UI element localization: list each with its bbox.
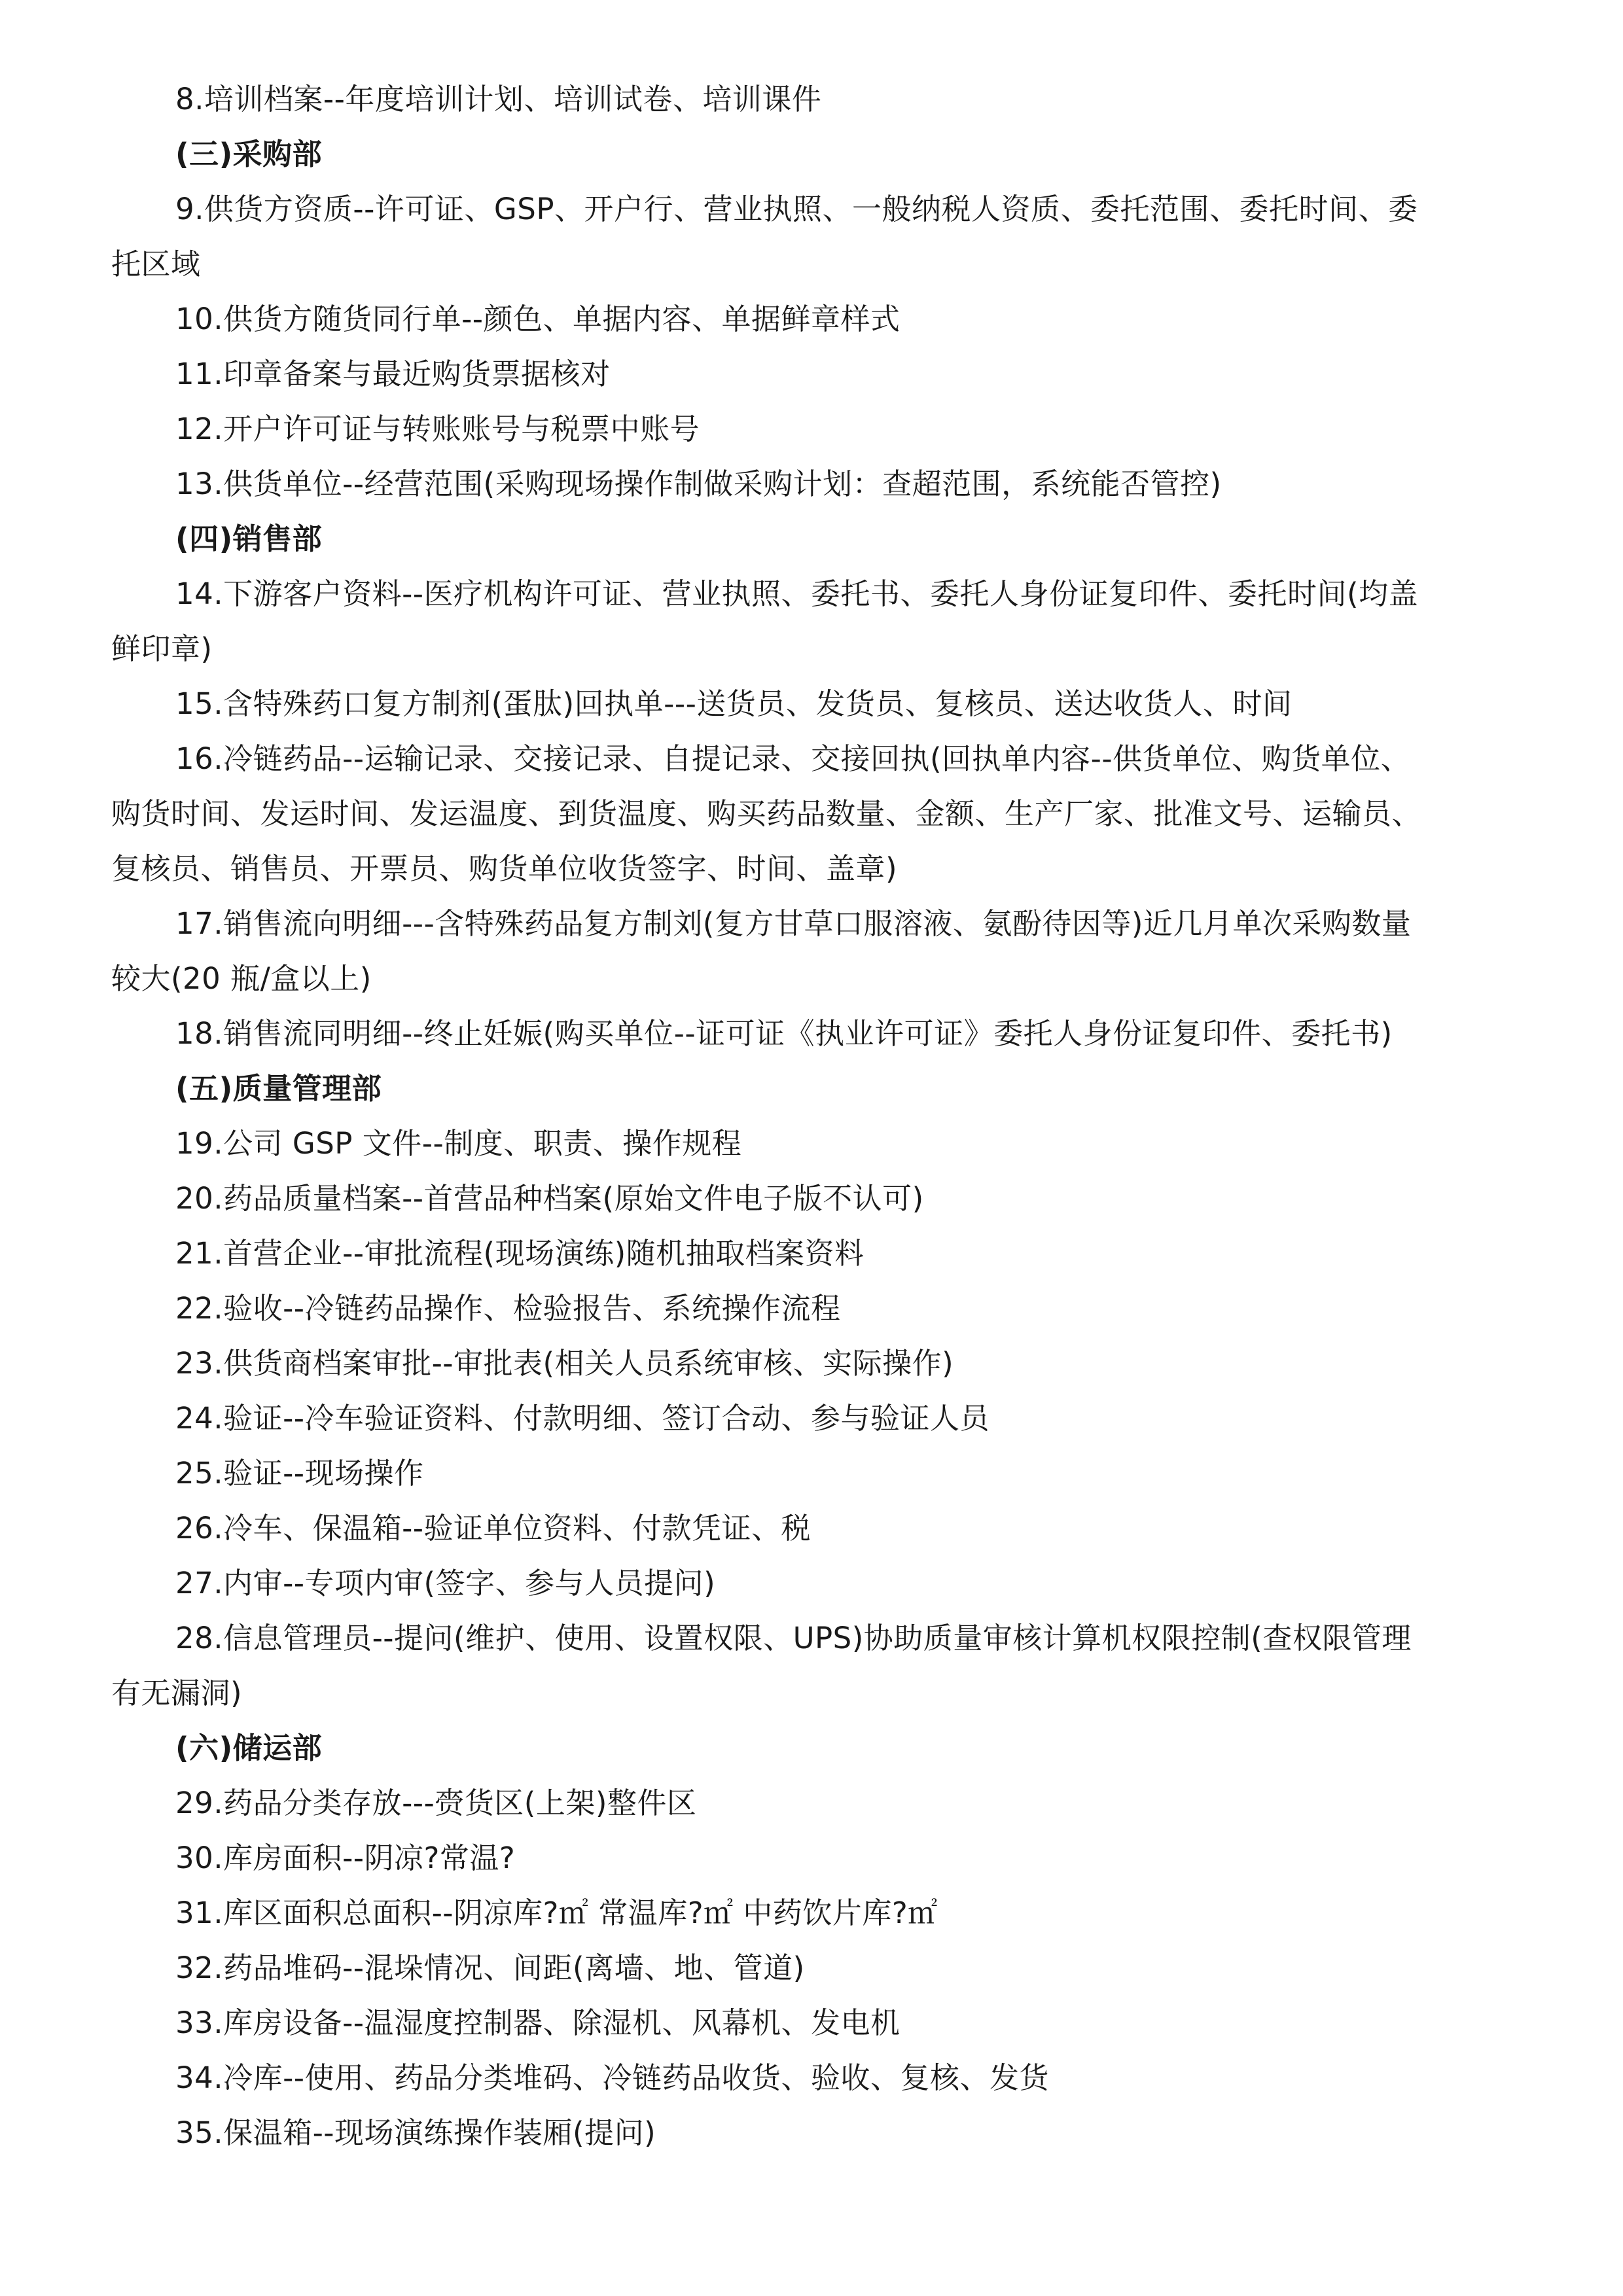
list-item: 10.供货方随货同行单--颜色、单据内容、单据鲜章样式: [175, 302, 901, 336]
list-item: 23.供货商档案审批--审批表(相关人员系统审核、实际操作): [175, 1346, 954, 1381]
list-item-continuation: 购货时间、发运时间、发运温度、到货温度、购买药品数量、金额、生产厂家、批准文号、运输员、: [111, 796, 1422, 831]
list-item: 34.冷库--使用、药品分类堆码、冷链药品收货、验收、复核、发货: [175, 2060, 1050, 2095]
section-heading: (五)质量管理部: [175, 1071, 382, 1106]
list-item: 9.供货方资质--许可证、GSP、开户行、营业执照、一般纳税人资质、委托范围、委托时间、委: [175, 192, 1418, 226]
list-item: 31.库区面积总面积--阴凉库?㎡ 常温库?㎡ 中药饮片库?㎡: [175, 1896, 938, 1930]
list-item: 32.药品堆码--混垛情况、间距(离墙、地、管道): [175, 1951, 805, 1985]
list-item-continuation: 复核员、销售员、开票员、购货单位收货签字、时间、盖章): [111, 851, 898, 886]
list-item: 11.印章备案与最近购货票据核对: [175, 357, 611, 391]
list-item: 33.库房设备--温湿度控制器、除湿机、风幕机、发电机: [175, 2005, 901, 2040]
list-item: 27.内审--专项内审(签字、参与人员提问): [175, 1566, 716, 1600]
list-item: 26.冷车、保温箱--验证单位资料、付款凭证、税: [175, 1511, 812, 1545]
list-item: 25.验证--现场操作: [175, 1456, 424, 1491]
list-item: 14.下游客户资料--医疗机构许可证、营业执照、委托书、委托人身份证复印件、委托时间(均盖: [175, 576, 1419, 611]
list-item-continuation: 托区域: [111, 247, 201, 281]
list-item: 18.销售流同明细--终止妊娠(购买单位--证可证《执业许可证》委托人身份证复印件、委托书): [175, 1016, 1393, 1051]
list-item: 15.含特殊药口复方制剂(蛋肽)回执单---送货员、发货员、复核员、送达收货人、时间: [175, 686, 1293, 721]
list-item: 13.供货单位--经营范围(采购现场操作制做采购计划：查超范围，系统能否管控): [175, 467, 1222, 501]
list-item: 12.开户许可证与转账账号与税票中账号: [175, 412, 700, 446]
list-item: 19.公司 GSP 文件--制度、职责、操作规程: [175, 1126, 742, 1161]
list-item: 22.验收--冷链药品操作、检验报告、系统操作流程: [175, 1291, 841, 1326]
list-item-continuation: 鲜印章): [111, 631, 213, 666]
list-item: 8.培训档案--年度培训计划、培训试卷、培训课件: [175, 82, 822, 116]
list-item: 21.首营企业--审批流程(现场演练)随机抽取档案资料: [175, 1236, 865, 1271]
list-item: 16.冷链药品--运输记录、交接记录、自提记录、交接回执(回执单内容--供货单位、购货单位、: [175, 741, 1411, 776]
list-item: 28.信息管理员--提问(维护、使用、设置权限、UPS)协助质量审核计算机权限控制(查权限管理: [175, 1621, 1412, 1655]
list-item: 35.保温箱--现场演练操作装厢(提问): [175, 2115, 656, 2150]
list-item: 24.验证--冷车验证资料、付款明细、签订合动、参与验证人员: [175, 1401, 990, 1436]
section-heading: (六)储运部: [175, 1731, 323, 1765]
section-heading: (三)采购部: [175, 137, 323, 171]
list-item: 29.药品分类存放---赍货区(上架)整件区: [175, 1786, 697, 1820]
section-heading: (四)销售部: [175, 521, 323, 556]
list-item-continuation: 较大(20 瓶/盒以上): [111, 961, 372, 996]
list-item: 30.库房面积--阴凉?常温?: [175, 1841, 516, 1875]
list-item: 17.销售流向明细---含特殊药品复方制刘(复方甘草口服溶液、氨酚待因等)近几月单次采购数量: [175, 906, 1412, 941]
list-item-continuation: 有无漏洞): [111, 1676, 243, 1710]
list-item: 20.药品质量档案--首营品种档案(原始文件电子版不认可): [175, 1181, 924, 1216]
